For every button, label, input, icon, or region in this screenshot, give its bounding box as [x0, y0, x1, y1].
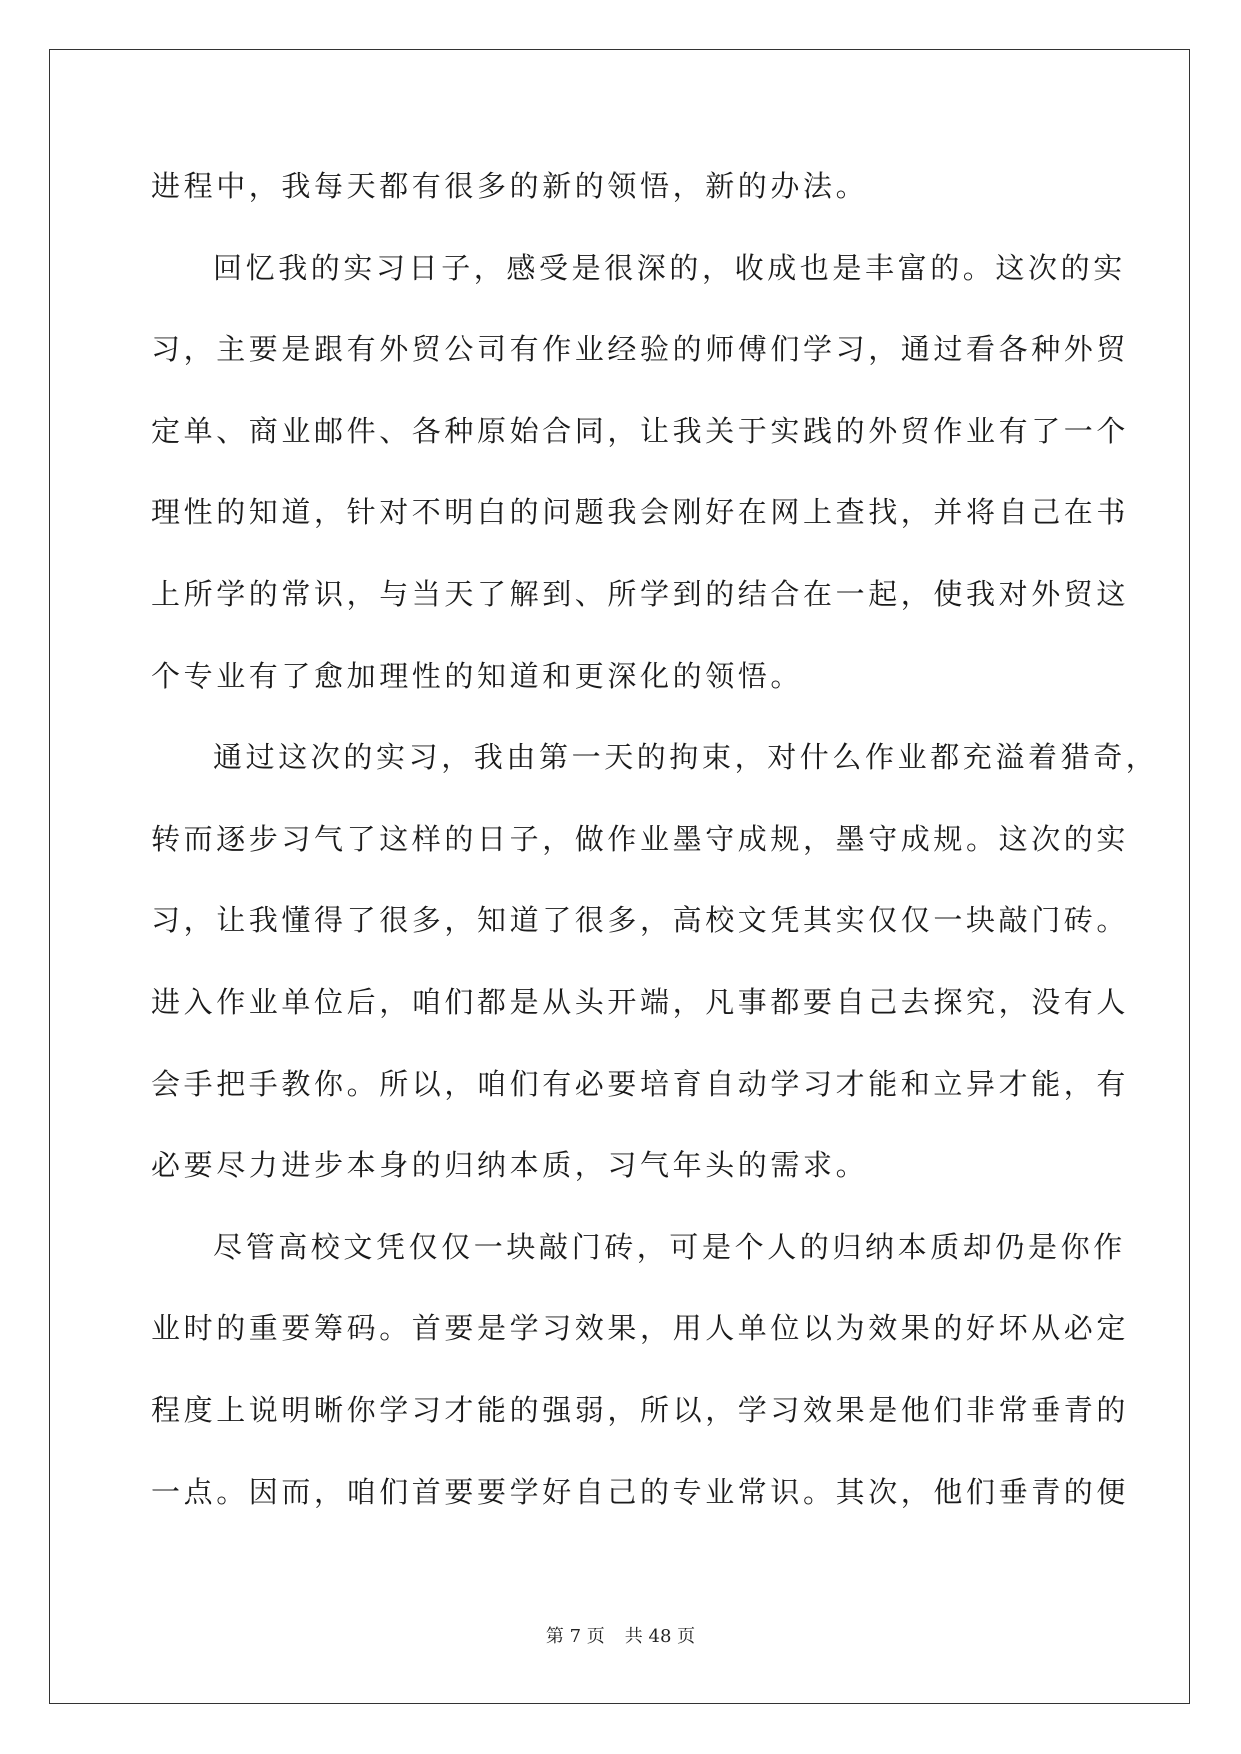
page-footer	[0, 1622, 1241, 1648]
text-line: 习，让我懂得了很多，知道了很多，高校文凭其实仅仅一块敲门砖。	[151, 903, 1130, 938]
text-line: 程度上说明晰你学习才能的强弱，所以，学习效果是他们非常垂青的	[151, 1392, 1130, 1427]
document-body	[151, 165, 1159, 1552]
text-line: 会手把手教你。所以，咱们有必要培育自动学习才能和立异才能，有	[151, 1066, 1130, 1101]
text-line: 业时的重要筹码。首要是学习效果，用人单位以为效果的好坏从必定	[151, 1311, 1130, 1346]
page-number: 第 7 页	[545, 1626, 605, 1647]
text-line: 定单、商业邮件、各种原始合同，让我关于实践的外贸作业有了一个	[151, 413, 1130, 448]
page-total: 共 48 页	[624, 1626, 696, 1647]
text-line: 必要尽力进步本身的归纳本质，习气年头的需求。	[151, 1148, 869, 1183]
text-line: 理性的知道，针对不明白的问题我会刚好在网上查找，并将自己在书	[151, 495, 1130, 530]
text-line: 进入作业单位后，咱们都是从头开端，凡事都要自己去探究，没有人	[151, 984, 1130, 1019]
text-line: 尽管高校文凭仅仅一块敲门砖，可是个人的归纳本质却仍是你作	[213, 1229, 1126, 1264]
text-line: 进程中，我每天都有很多的新的领悟，新的办法。	[151, 169, 869, 203]
text-line: 回忆我的实习日子，感受是很深的，收成也是丰富的。这次的实	[213, 250, 1126, 285]
text-line: 转而逐步习气了这样的日子，做作业墨守成规，墨守成规。这次的实	[151, 821, 1130, 856]
text-line: 一点。因而，咱们首要要学好自己的专业常识。其次，他们垂青的便	[151, 1474, 1130, 1509]
text-line: 习，主要是跟有外贸公司有作业经验的师傅们学习，通过看各种外贸	[151, 332, 1130, 367]
text-line: 个专业有了愈加理性的知道和更深化的领悟。	[151, 658, 804, 693]
text-line: 上所学的常识，与当天了解到、所学到的结合在一起，使我对外贸这	[151, 576, 1130, 611]
text-line: 通过这次的实习，我由第一天的拘束，对什么作业都充溢着猎奇，	[213, 740, 1159, 775]
